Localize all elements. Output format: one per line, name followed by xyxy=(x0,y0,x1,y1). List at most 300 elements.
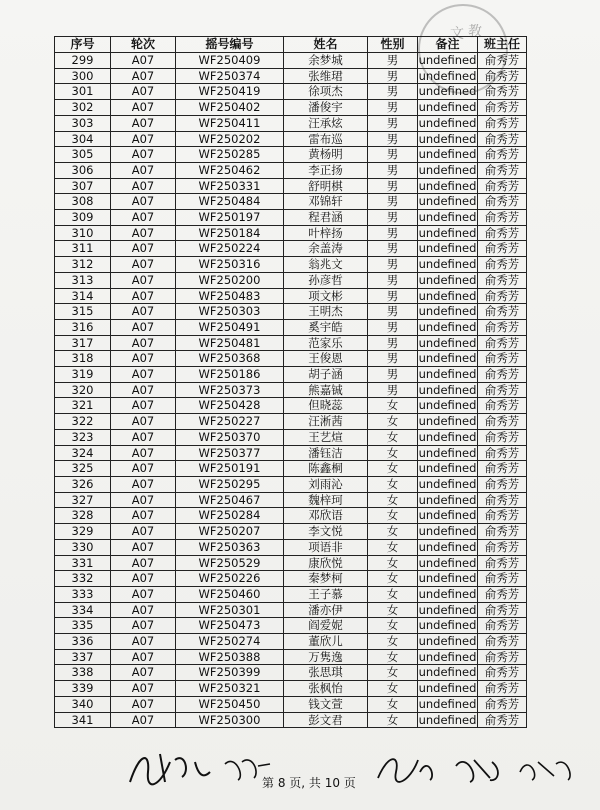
cell-gender: 男 xyxy=(368,272,418,288)
cell-teacher: 俞秀芳 xyxy=(478,351,527,367)
cell-index: 339 xyxy=(55,681,111,697)
cell-name: 熊嘉铖 xyxy=(284,382,368,398)
cell-round: A07 xyxy=(111,257,176,273)
cell-index: 329 xyxy=(55,524,111,540)
cell-index: 333 xyxy=(55,586,111,602)
cell-round: A07 xyxy=(111,53,176,69)
cell-round: A07 xyxy=(111,131,176,147)
cell-round: A07 xyxy=(111,476,176,492)
cell-gender: 女 xyxy=(368,476,418,492)
cell-remark: undefined xyxy=(418,194,477,209)
table-row xyxy=(55,272,527,288)
cell-gender: 女 xyxy=(368,586,418,602)
table-row xyxy=(55,335,527,351)
cell-index: 299 xyxy=(55,53,111,69)
cell-index: 328 xyxy=(55,508,111,524)
table-row xyxy=(55,84,527,100)
table-row xyxy=(55,712,527,728)
cell-round: A07 xyxy=(111,712,176,728)
cell-gender: 女 xyxy=(368,492,418,508)
cell-teacher: 俞秀芳 xyxy=(478,210,527,226)
cell-lottery-id: WF250295 xyxy=(176,476,284,492)
cell-gender: 男 xyxy=(368,68,418,84)
cell-round: A07 xyxy=(111,555,176,571)
table-row xyxy=(55,210,527,226)
cell-lottery-id: WF250399 xyxy=(176,665,284,681)
cell-name: 孙彦哲 xyxy=(284,272,368,288)
cell-gender: 男 xyxy=(368,241,418,257)
cell-gender: 女 xyxy=(368,524,418,540)
cell-lottery-id: WF250484 xyxy=(176,194,284,210)
cell-name: 余盖涛 xyxy=(284,241,368,257)
cell-remark: undefined xyxy=(418,398,477,413)
cell-teacher: 俞秀芳 xyxy=(478,257,527,273)
cell-round: A07 xyxy=(111,319,176,335)
cell-round: A07 xyxy=(111,665,176,681)
cell-round: A07 xyxy=(111,681,176,697)
cell-teacher: 俞秀芳 xyxy=(478,367,527,383)
cell-round: A07 xyxy=(111,194,176,210)
cell-teacher: 俞秀芳 xyxy=(478,319,527,335)
cell-teacher: 俞秀芳 xyxy=(478,382,527,398)
cell-index: 321 xyxy=(55,398,111,414)
cell-remark: undefined xyxy=(418,681,477,696)
cell-teacher: 俞秀芳 xyxy=(478,178,527,194)
cell-index: 340 xyxy=(55,696,111,712)
cell-teacher: 俞秀芳 xyxy=(478,681,527,697)
table-row xyxy=(55,131,527,147)
cell-gender: 男 xyxy=(368,210,418,226)
table-row xyxy=(55,178,527,194)
cell-teacher: 俞秀芳 xyxy=(478,555,527,571)
table-header-row xyxy=(55,37,527,53)
cell-gender: 女 xyxy=(368,539,418,555)
cell-remark: undefined xyxy=(418,304,477,319)
cell-remark: undefined xyxy=(418,53,477,67)
cell-name: 秦梦柯 xyxy=(284,571,368,587)
cell-remark: undefined xyxy=(418,508,477,523)
cell-remark: undefined xyxy=(418,539,477,554)
header-name: 姓名 xyxy=(284,37,368,53)
cell-remark: undefined xyxy=(418,367,477,382)
cell-name: 潘俊宇 xyxy=(284,100,368,116)
cell-teacher: 俞秀芳 xyxy=(478,508,527,524)
cell-name: 黄杨明 xyxy=(284,147,368,163)
cell-remark: undefined xyxy=(418,272,477,287)
table-row xyxy=(55,508,527,524)
cell-teacher: 俞秀芳 xyxy=(478,131,527,147)
cell-name: 范家乐 xyxy=(284,335,368,351)
table-row xyxy=(55,319,527,335)
table-row xyxy=(55,241,527,257)
header-teacher: 班主任 xyxy=(478,37,527,53)
table-row xyxy=(55,382,527,398)
cell-lottery-id: WF250274 xyxy=(176,634,284,650)
cell-name: 魏梓珂 xyxy=(284,492,368,508)
cell-round: A07 xyxy=(111,115,176,131)
cell-index: 318 xyxy=(55,351,111,367)
cell-name: 项语非 xyxy=(284,539,368,555)
table-row xyxy=(55,68,527,84)
cell-lottery-id: WF250370 xyxy=(176,429,284,445)
cell-teacher: 俞秀芳 xyxy=(478,618,527,634)
cell-round: A07 xyxy=(111,461,176,477)
cell-round: A07 xyxy=(111,367,176,383)
cell-remark: undefined xyxy=(418,288,477,303)
cell-gender: 男 xyxy=(368,257,418,273)
cell-teacher: 俞秀芳 xyxy=(478,571,527,587)
table-row xyxy=(55,476,527,492)
cell-lottery-id: WF250301 xyxy=(176,602,284,618)
cell-name: 李文悦 xyxy=(284,524,368,540)
cell-round: A07 xyxy=(111,210,176,226)
cell-teacher: 俞秀芳 xyxy=(478,272,527,288)
cell-name: 董欣儿 xyxy=(284,634,368,650)
cell-index: 310 xyxy=(55,225,111,241)
table-row xyxy=(55,665,527,681)
cell-index: 305 xyxy=(55,147,111,163)
cell-gender: 女 xyxy=(368,571,418,587)
cell-remark: undefined xyxy=(418,162,477,177)
table-row xyxy=(55,115,527,131)
cell-index: 331 xyxy=(55,555,111,571)
cell-remark: undefined xyxy=(418,665,477,680)
table-row xyxy=(55,571,527,587)
table-row xyxy=(55,147,527,163)
cell-remark: undefined xyxy=(418,445,477,460)
cell-name: 邓锦轩 xyxy=(284,194,368,210)
table-row xyxy=(55,492,527,508)
cell-teacher: 俞秀芳 xyxy=(478,445,527,461)
cell-round: A07 xyxy=(111,602,176,618)
cell-name: 叶梓扬 xyxy=(284,225,368,241)
cell-round: A07 xyxy=(111,634,176,650)
table-row xyxy=(55,225,527,241)
cell-remark: undefined xyxy=(418,492,477,507)
cell-teacher: 俞秀芳 xyxy=(478,115,527,131)
cell-gender: 男 xyxy=(368,53,418,69)
table-row xyxy=(55,288,527,304)
cell-remark: undefined xyxy=(418,335,477,350)
cell-index: 332 xyxy=(55,571,111,587)
cell-index: 324 xyxy=(55,445,111,461)
cell-index: 325 xyxy=(55,461,111,477)
cell-name: 康欣悦 xyxy=(284,555,368,571)
cell-name: 邓欣语 xyxy=(284,508,368,524)
cell-gender: 男 xyxy=(368,162,418,178)
cell-lottery-id: WF250226 xyxy=(176,571,284,587)
cell-round: A07 xyxy=(111,414,176,430)
cell-name: 潘钰洁 xyxy=(284,445,368,461)
cell-name: 奚宇皓 xyxy=(284,319,368,335)
svg-text:教: 教 xyxy=(468,24,482,40)
table-row xyxy=(55,257,527,273)
cell-teacher: 俞秀芳 xyxy=(478,241,527,257)
cell-name: 项文彬 xyxy=(284,288,368,304)
cell-remark: undefined xyxy=(418,68,477,83)
cell-lottery-id: WF250321 xyxy=(176,681,284,697)
cell-index: 341 xyxy=(55,712,111,728)
cell-name: 汪承炫 xyxy=(284,115,368,131)
cell-lottery-id: WF250303 xyxy=(176,304,284,320)
cell-gender: 男 xyxy=(368,225,418,241)
cell-teacher: 俞秀芳 xyxy=(478,539,527,555)
cell-teacher: 俞秀芳 xyxy=(478,84,527,100)
cell-lottery-id: WF250473 xyxy=(176,618,284,634)
cell-remark: undefined xyxy=(418,634,477,649)
cell-remark: undefined xyxy=(418,618,477,633)
cell-teacher: 俞秀芳 xyxy=(478,586,527,602)
cell-lottery-id: WF250300 xyxy=(176,712,284,728)
cell-lottery-id: WF250491 xyxy=(176,319,284,335)
cell-teacher: 俞秀芳 xyxy=(478,68,527,84)
cell-index: 301 xyxy=(55,84,111,100)
cell-index: 300 xyxy=(55,68,111,84)
cell-teacher: 俞秀芳 xyxy=(478,696,527,712)
cell-teacher: 俞秀芳 xyxy=(478,414,527,430)
cell-index: 303 xyxy=(55,115,111,131)
cell-lottery-id: WF250388 xyxy=(176,649,284,665)
cell-gender: 女 xyxy=(368,414,418,430)
cell-lottery-id: WF250411 xyxy=(176,115,284,131)
cell-index: 308 xyxy=(55,194,111,210)
table-row xyxy=(55,681,527,697)
cell-round: A07 xyxy=(111,586,176,602)
cell-index: 336 xyxy=(55,634,111,650)
cell-remark: undefined xyxy=(418,414,477,429)
cell-teacher: 俞秀芳 xyxy=(478,100,527,116)
cell-round: A07 xyxy=(111,429,176,445)
cell-name: 汪淅茜 xyxy=(284,414,368,430)
cell-name: 王明杰 xyxy=(284,304,368,320)
cell-teacher: 俞秀芳 xyxy=(478,634,527,650)
cell-round: A07 xyxy=(111,225,176,241)
cell-name: 余梦城 xyxy=(284,53,368,69)
cell-lottery-id: WF250191 xyxy=(176,461,284,477)
cell-index: 330 xyxy=(55,539,111,555)
cell-name: 钱文萱 xyxy=(284,696,368,712)
signature-1 xyxy=(120,742,280,792)
cell-index: 315 xyxy=(55,304,111,320)
cell-gender: 男 xyxy=(368,84,418,100)
cell-gender: 男 xyxy=(368,100,418,116)
cell-lottery-id: WF250202 xyxy=(176,131,284,147)
cell-gender: 男 xyxy=(368,319,418,335)
table-row xyxy=(55,194,527,210)
cell-round: A07 xyxy=(111,272,176,288)
cell-gender: 女 xyxy=(368,618,418,634)
cell-index: 311 xyxy=(55,241,111,257)
cell-gender: 男 xyxy=(368,194,418,210)
cell-name: 但晓蕊 xyxy=(284,398,368,414)
cell-lottery-id: WF250374 xyxy=(176,68,284,84)
cell-gender: 男 xyxy=(368,351,418,367)
cell-remark: undefined xyxy=(418,649,477,664)
header-index: 序号 xyxy=(55,37,111,53)
cell-gender: 男 xyxy=(368,288,418,304)
cell-index: 309 xyxy=(55,210,111,226)
cell-lottery-id: WF250428 xyxy=(176,398,284,414)
cell-name: 潘亦伊 xyxy=(284,602,368,618)
table-row xyxy=(55,53,527,69)
cell-lottery-id: WF250373 xyxy=(176,382,284,398)
cell-round: A07 xyxy=(111,618,176,634)
cell-name: 翁兆文 xyxy=(284,257,368,273)
cell-lottery-id: WF250462 xyxy=(176,162,284,178)
cell-gender: 女 xyxy=(368,555,418,571)
cell-lottery-id: WF250285 xyxy=(176,147,284,163)
cell-name: 舒明棋 xyxy=(284,178,368,194)
cell-index: 326 xyxy=(55,476,111,492)
cell-lottery-id: WF250450 xyxy=(176,696,284,712)
cell-index: 302 xyxy=(55,100,111,116)
table-row xyxy=(55,162,527,178)
cell-lottery-id: WF250483 xyxy=(176,288,284,304)
cell-round: A07 xyxy=(111,335,176,351)
cell-gender: 男 xyxy=(368,131,418,147)
cell-remark: undefined xyxy=(418,476,477,491)
table-row xyxy=(55,524,527,540)
cell-remark: undefined xyxy=(418,696,477,711)
table-row xyxy=(55,461,527,477)
cell-lottery-id: WF250224 xyxy=(176,241,284,257)
cell-gender: 女 xyxy=(368,696,418,712)
cell-round: A07 xyxy=(111,288,176,304)
cell-remark: undefined xyxy=(418,555,477,570)
cell-gender: 女 xyxy=(368,398,418,414)
cell-gender: 女 xyxy=(368,634,418,650)
cell-remark: undefined xyxy=(418,712,477,727)
cell-gender: 女 xyxy=(368,508,418,524)
cell-index: 320 xyxy=(55,382,111,398)
header-round: 轮次 xyxy=(111,37,176,53)
cell-name: 张思琪 xyxy=(284,665,368,681)
cell-index: 316 xyxy=(55,319,111,335)
cell-remark: undefined xyxy=(418,84,477,99)
cell-lottery-id: WF250184 xyxy=(176,225,284,241)
cell-gender: 男 xyxy=(368,115,418,131)
cell-gender: 女 xyxy=(368,649,418,665)
cell-round: A07 xyxy=(111,351,176,367)
cell-round: A07 xyxy=(111,147,176,163)
cell-gender: 女 xyxy=(368,712,418,728)
cell-round: A07 xyxy=(111,445,176,461)
table-row xyxy=(55,429,527,445)
cell-lottery-id: WF250207 xyxy=(176,524,284,540)
cell-remark: undefined xyxy=(418,351,477,366)
cell-remark: undefined xyxy=(418,115,477,130)
header-remark: 备注 xyxy=(418,37,478,53)
cell-teacher: 俞秀芳 xyxy=(478,288,527,304)
cell-round: A07 xyxy=(111,649,176,665)
cell-teacher: 俞秀芳 xyxy=(478,665,527,681)
cell-remark: undefined xyxy=(418,602,477,617)
cell-name: 阎爱妮 xyxy=(284,618,368,634)
cell-lottery-id: WF250284 xyxy=(176,508,284,524)
cell-gender: 女 xyxy=(368,665,418,681)
cell-name: 徐项杰 xyxy=(284,84,368,100)
cell-remark: undefined xyxy=(418,257,477,272)
table-row xyxy=(55,539,527,555)
cell-round: A07 xyxy=(111,571,176,587)
cell-lottery-id: WF250227 xyxy=(176,414,284,430)
cell-index: 335 xyxy=(55,618,111,634)
cell-lottery-id: WF250363 xyxy=(176,539,284,555)
cell-teacher: 俞秀芳 xyxy=(478,524,527,540)
cell-index: 306 xyxy=(55,162,111,178)
cell-round: A07 xyxy=(111,696,176,712)
cell-name: 张枫怡 xyxy=(284,681,368,697)
cell-remark: undefined xyxy=(418,461,477,476)
cell-index: 313 xyxy=(55,272,111,288)
cell-remark: undefined xyxy=(418,319,477,334)
cell-name: 彭文君 xyxy=(284,712,368,728)
table-row xyxy=(55,696,527,712)
table-row xyxy=(55,304,527,320)
cell-index: 337 xyxy=(55,649,111,665)
table-row xyxy=(55,367,527,383)
cell-teacher: 俞秀芳 xyxy=(478,492,527,508)
cell-gender: 男 xyxy=(368,304,418,320)
cell-round: A07 xyxy=(111,100,176,116)
cell-gender: 女 xyxy=(368,681,418,697)
cell-teacher: 俞秀芳 xyxy=(478,602,527,618)
cell-round: A07 xyxy=(111,304,176,320)
cell-lottery-id: WF250316 xyxy=(176,257,284,273)
cell-lottery-id: WF250409 xyxy=(176,53,284,69)
student-roster-table xyxy=(54,36,527,728)
cell-lottery-id: WF250529 xyxy=(176,555,284,571)
table-row xyxy=(55,618,527,634)
cell-round: A07 xyxy=(111,241,176,257)
page-number: 第 8 页, 共 10 页 xyxy=(262,776,356,790)
cell-round: A07 xyxy=(111,524,176,540)
cell-round: A07 xyxy=(111,84,176,100)
table-row xyxy=(55,445,527,461)
cell-name: 胡子涵 xyxy=(284,367,368,383)
cell-round: A07 xyxy=(111,162,176,178)
cell-remark: undefined xyxy=(418,524,477,539)
cell-remark: undefined xyxy=(418,147,477,162)
cell-teacher: 俞秀芳 xyxy=(478,162,527,178)
cell-lottery-id: WF250402 xyxy=(176,100,284,116)
cell-round: A07 xyxy=(111,539,176,555)
header-gender: 性别 xyxy=(368,37,418,53)
cell-remark: undefined xyxy=(418,571,477,586)
cell-gender: 女 xyxy=(368,445,418,461)
table-row xyxy=(55,100,527,116)
cell-teacher: 俞秀芳 xyxy=(478,712,527,728)
cell-gender: 男 xyxy=(368,367,418,383)
cell-round: A07 xyxy=(111,398,176,414)
table-row xyxy=(55,634,527,650)
cell-round: A07 xyxy=(111,178,176,194)
cell-name: 张维珺 xyxy=(284,68,368,84)
cell-name: 王子慕 xyxy=(284,586,368,602)
cell-name: 陈鑫桐 xyxy=(284,461,368,477)
cell-teacher: 俞秀芳 xyxy=(478,335,527,351)
cell-round: A07 xyxy=(111,492,176,508)
cell-lottery-id: WF250331 xyxy=(176,178,284,194)
cell-name: 刘雨沁 xyxy=(284,476,368,492)
cell-gender: 男 xyxy=(368,147,418,163)
cell-lottery-id: WF250419 xyxy=(176,84,284,100)
signature-2 xyxy=(370,742,590,792)
cell-lottery-id: WF250460 xyxy=(176,586,284,602)
cell-gender: 男 xyxy=(368,335,418,351)
cell-name: 万隽逸 xyxy=(284,649,368,665)
header-lottery-id: 摇号编号 xyxy=(176,37,284,53)
